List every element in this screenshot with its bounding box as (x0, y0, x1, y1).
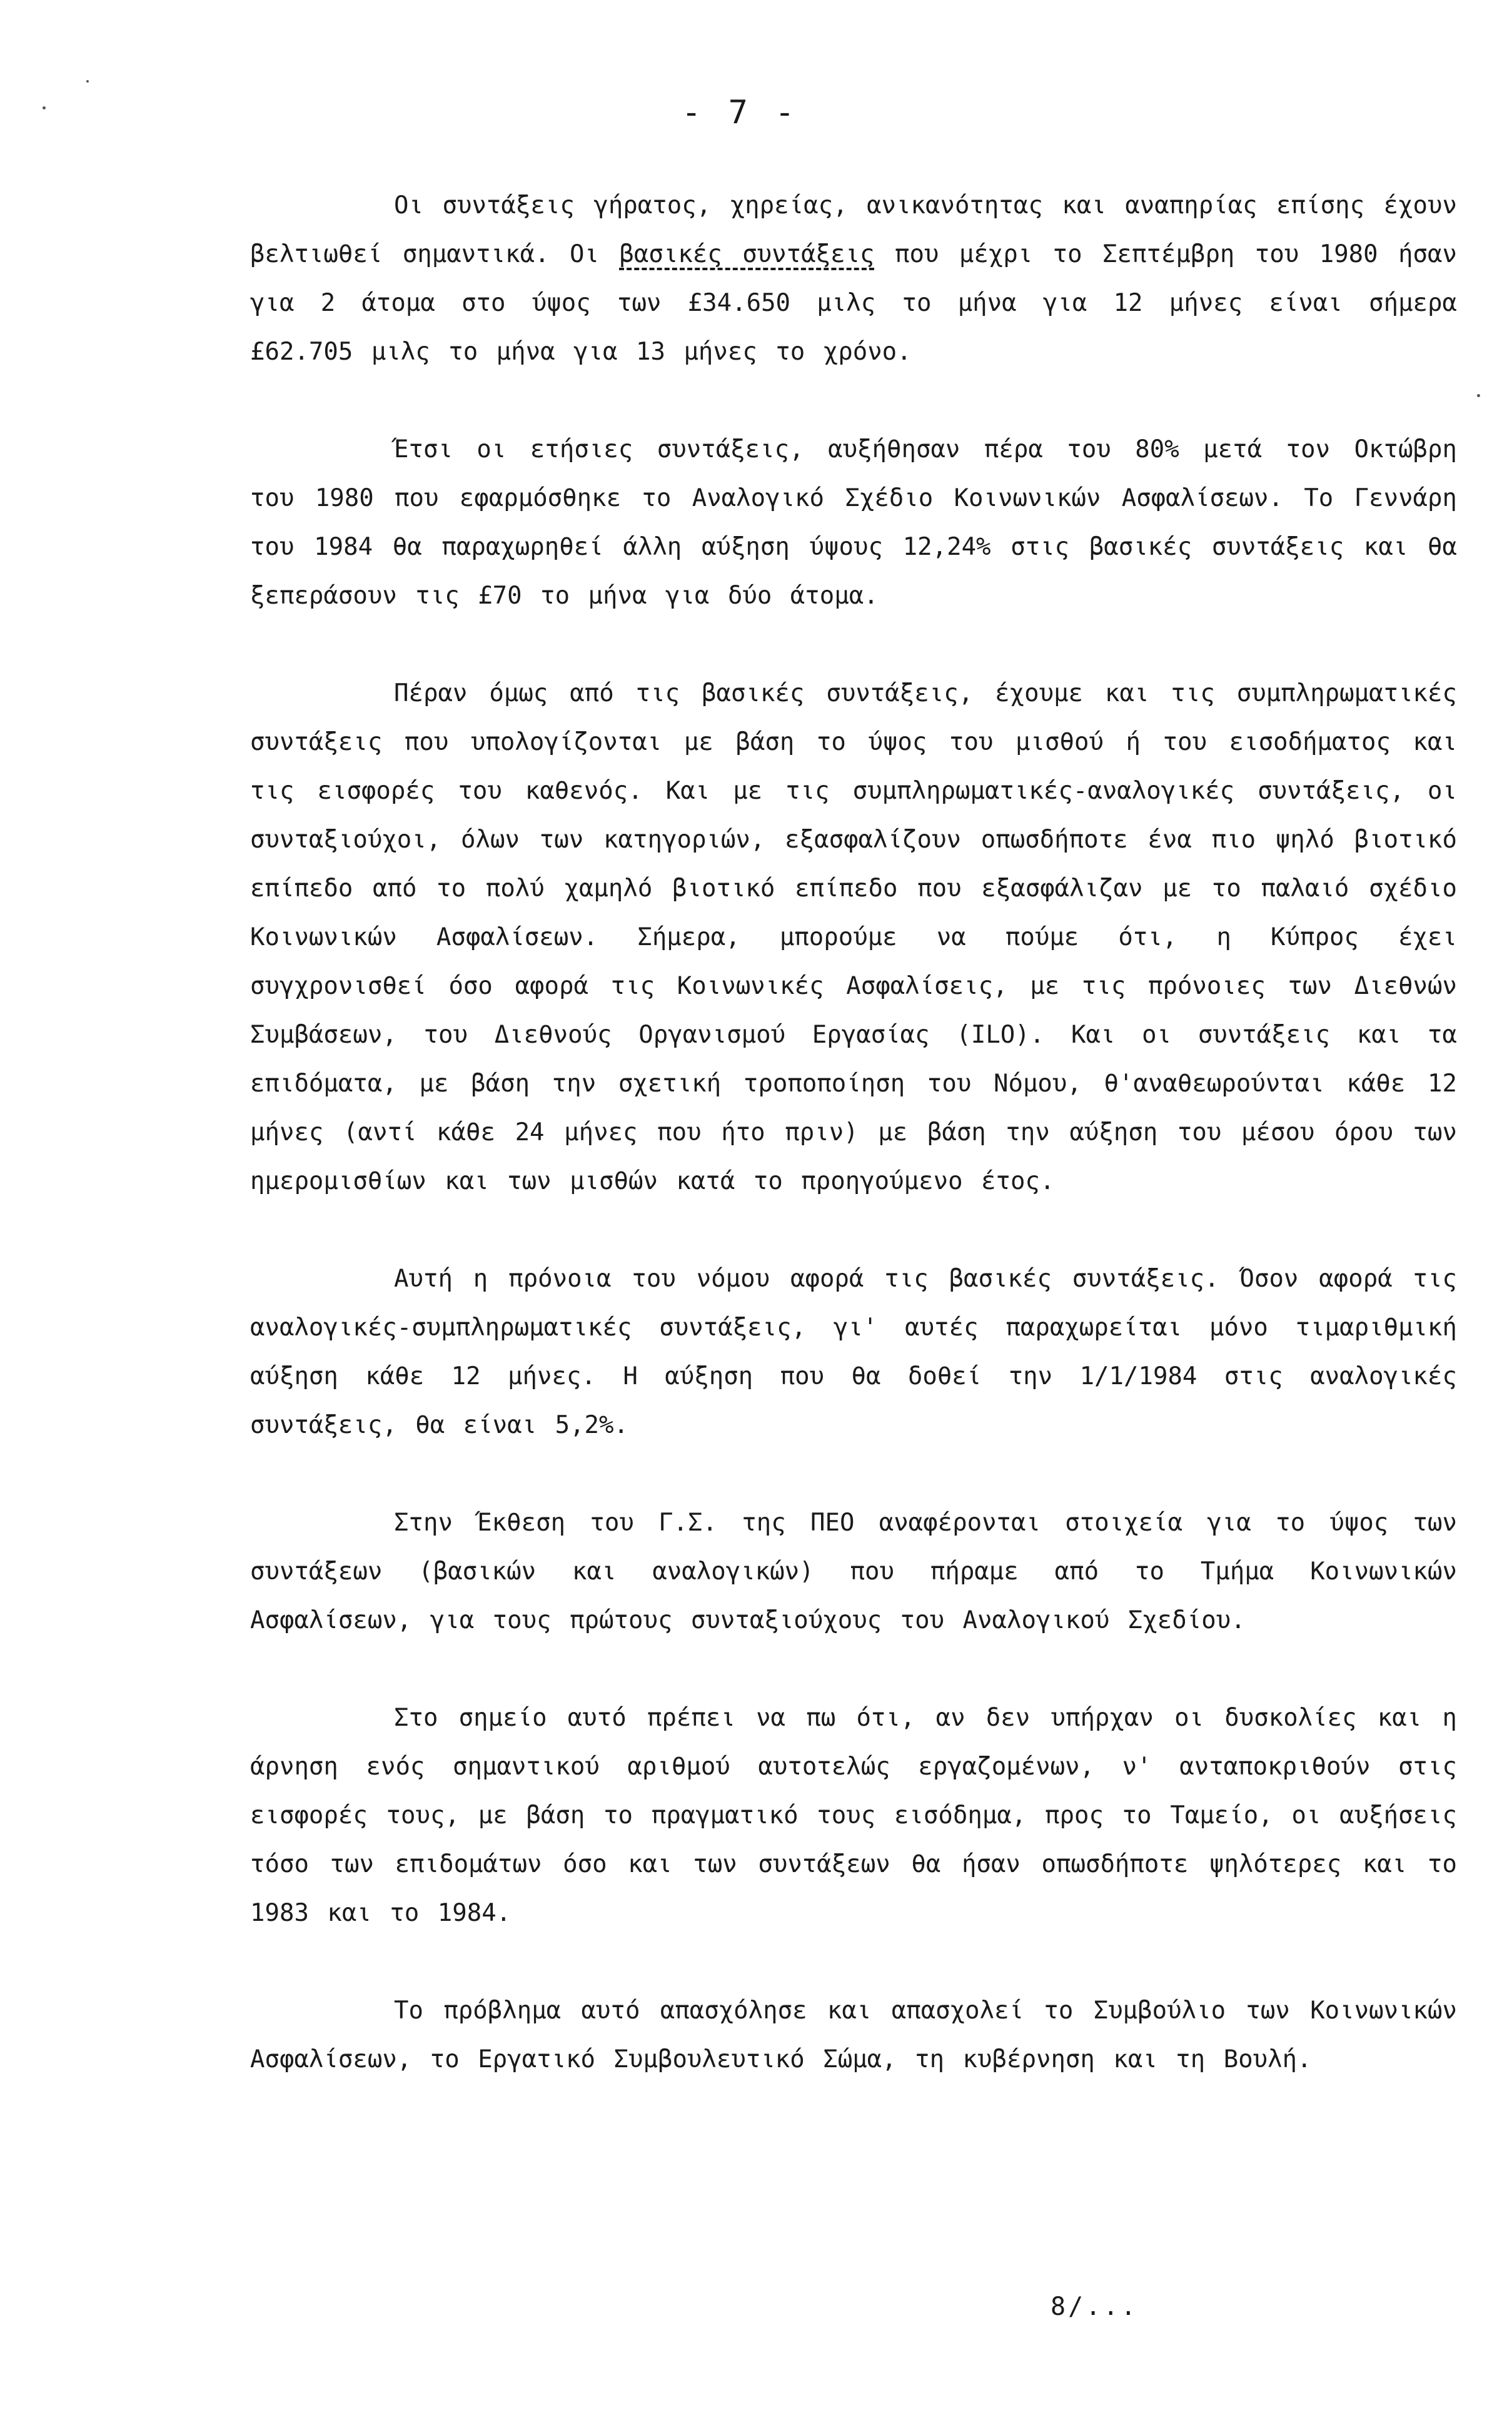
scan-speck (43, 106, 46, 109)
paragraph-annual-pensions: Έτσι οι ετήσιες συντάξεις, αυξήθησαν πέρα του 80% μετά τον Οκτώβρη του 1980 που εφαρμόσθηκε το Αναλογικό Σχέδιο Κοινωνικών Ασφαλίσεων. Το Γεννάρη του 1984 θα παραχωρηθεί άλλη αύξηση ύψους 12,24% στις βασικές συντάξεις και θα ξεπεράσουν τις £70 το μήνα για δύο άτομα. (250, 435, 1457, 610)
paragraph-text: που μέχρι το Σεπτέμβρη του 1980 ήσαν για 2 άτομα στο ύψος των £34.650 μιλς το μήνα για 12 μήνες είναι σήμερα £62.705 μιλς το μήνα για 13 μήνες το χρόνο. (250, 240, 1457, 366)
paragraph-difficulties: Στο σημείο αυτό πρέπει να πω ότι, αν δεν υπήρχαν οι δυσκολίες και η άρνηση ενός σημαντικού αριθμού αυτοτελώς εργαζομένων, ν' ανταποκριθούν στις εισφορές τους, με βάση το πραγματικό τους εισόδημα, προς το Ταμείο, οι αυξήσεις τόσο των επιδομάτων όσο και των συντάξεων θα ήσαν οπωσδήποτε ψηλότερες και το 1983 και το 1984. (250, 1704, 1457, 1927)
paragraph-law-provision: Αυτή η πρόνοια του νόμου αφορά τις βασικές συντάξεις. Όσον αφορά τις αναλογικές-συμπληρωματικές συντάξεις, γι' αυτές παραχωρείται μόνο τιμαριθμική αύξηση κάθε 12 μήνες. Η αύξηση που θα δοθεί την 1/1/1984 στις αναλογικές συντάξεις, θα είναι 5,2%. (250, 1265, 1457, 1439)
page-continuation: 8/... (1051, 2292, 1139, 2321)
paragraph-pension-improvements (250, 181, 1457, 377)
scan-speck (1477, 394, 1480, 397)
paragraph-text: Οι συντάξεις γήρατος, χηρείας, ανικανότητας και αναπηρίας επίσης έχουν βελτιωθεί σημαντικά. Οι (250, 191, 1457, 268)
paragraph-problem: Το πρόβλημα αυτό απασχόλησε και απασχολεί το Συμβούλιο των Κοινωνικών Ασφαλίσεων, το Εργατικό Συμβουλευτικό Σώμα, τη κυβέρνηση και τη Βουλή. (250, 1997, 1457, 2073)
document-body (250, 181, 1457, 2133)
paragraph-supplementary-pensions: Πέραν όμως από τις βασικές συντάξεις, έχουμε και τις συμπληρωματικές συντάξεις που υπολογίζονται με βάση το ύψος του μισθού ή του εισοδήματος και τις εισφορές του καθενός. Και με τις συμπληρωματικές-αναλογικές συντάξεις, οι συνταξιούχοι, όλων των κατηγοριών, εξασφαλίζουν οπωσδήποτε ένα πιο ψηλό βιοτικό επίπεδο από το πολύ χαμηλό βιοτικό επίπεδο που εξασφάλιζαν με το παλαιό σχέδιο Κοινωνικών Ασφαλίσεων. Σήμερα, μπορούμε να πούμε ότι, η Κύπρος έχει συγχρονισθεί όσο αφορά τις Κοινωνικές Ασφαλίσεις, με τις πρόνοιες των Διεθνών Συμβάσεων, του Διεθνούς Οργανισμού Εργασίας (ILO). Και οι συντάξεις και τα επιδόματα, με βάση την σχετική τροποποίηση του Νόμου, θ'αναθεωρούνται κάθε 12 μήνες (αντί κάθε 24 μήνες που ήτο πριν) με βάση την αύξηση του μέσου όρου των ημερομισθίων και των μισθών κατά το προηγούμενο έτος. (250, 679, 1457, 1195)
paragraph-report: Στην Έκθεση του Γ.Σ. της ΠΕΟ αναφέρονται στοιχεία για το ύψος των συντάξεων (βασικών και αναλογικών) που πήραμε από το Τμήμα Κοινωνικών Ασφαλίσεων, για τους πρώτους συνταξιούχους του Αναλογικού Σχεδίου. (250, 1509, 1457, 1634)
scan-speck (86, 80, 89, 83)
page-number: - 7 - (682, 94, 799, 131)
underlined-term: βασικές συντάξεις (619, 240, 875, 268)
